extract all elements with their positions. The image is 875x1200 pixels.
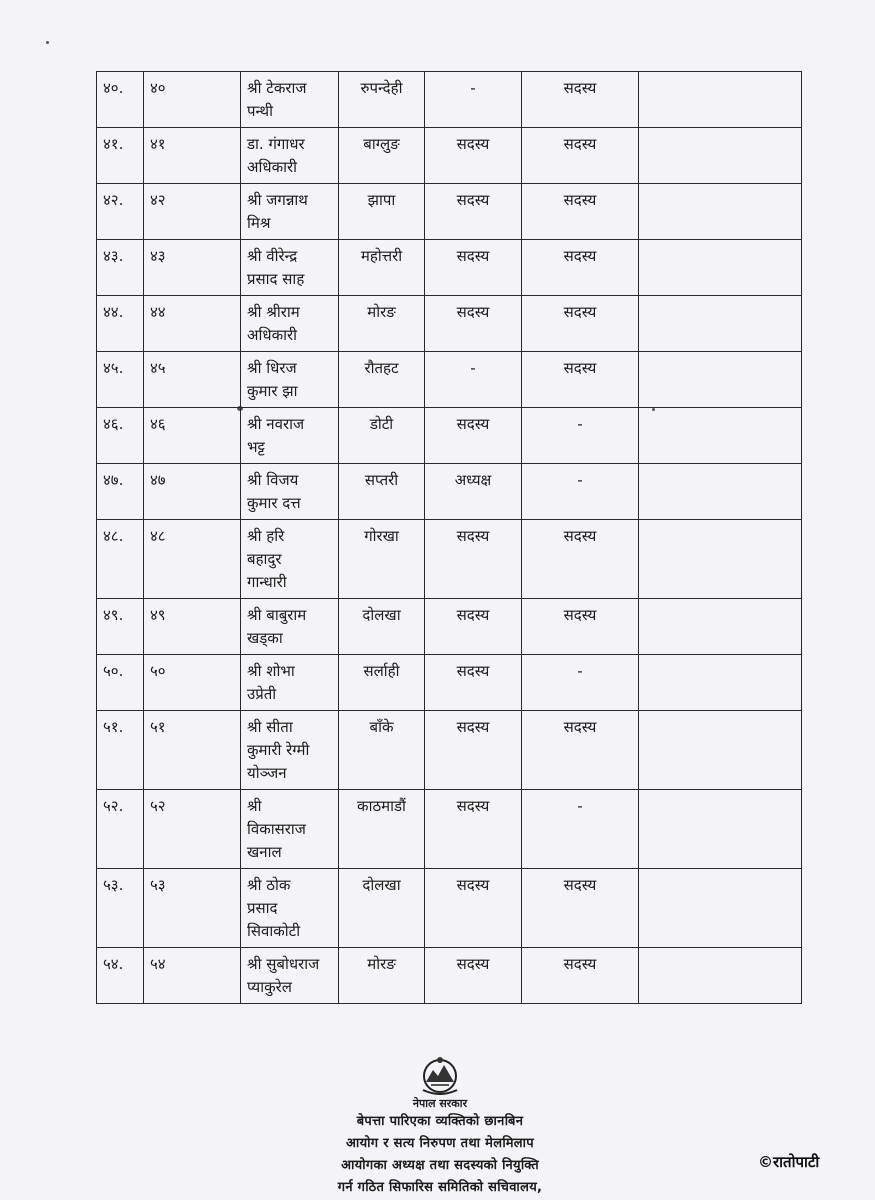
name-line: मिश्र — [247, 214, 271, 232]
district-cell: काठमाडौं — [339, 790, 425, 869]
role-cell: सदस्य — [522, 184, 639, 240]
remarks-cell — [639, 128, 802, 184]
serial-cell: ४८. — [97, 520, 144, 599]
role-cell: - — [522, 655, 639, 711]
office-line: बेपत्ता पारिएका व्यक्तिको छानबिन — [356, 1114, 524, 1129]
name-line: श्री हरि — [247, 527, 285, 545]
role-cell: सदस्य — [522, 240, 639, 296]
remarks-cell — [639, 869, 802, 948]
remarks-cell — [639, 790, 802, 869]
role-cell: - — [522, 408, 639, 464]
number-cell: ५० — [144, 655, 241, 711]
role-cell: सदस्य — [522, 352, 639, 408]
name-cell — [241, 296, 339, 352]
name-line: श्री जगन्नाथ — [247, 191, 308, 209]
remarks-cell — [639, 296, 802, 352]
role-cell: सदस्य — [425, 948, 522, 1004]
role-cell: सदस्य — [425, 599, 522, 655]
role-cell: - — [425, 352, 522, 408]
name-cell — [241, 352, 339, 408]
name-line: डा. गंगाधर — [247, 135, 305, 153]
name-line: श्री विजय — [247, 471, 299, 489]
serial-cell: ४९. — [97, 599, 144, 655]
number-cell: ५२ — [144, 790, 241, 869]
serial-cell: ४१. — [97, 128, 144, 184]
name-cell — [241, 948, 339, 1004]
serial-cell: ४२. — [97, 184, 144, 240]
name-cell — [241, 790, 339, 869]
table-row — [97, 296, 802, 352]
number-cell: ५३ — [144, 869, 241, 948]
role-cell: सदस्य — [522, 72, 639, 128]
serial-cell: ४४. — [97, 296, 144, 352]
name-line: श्री सीता — [247, 718, 293, 736]
district-cell: मोरङ — [339, 296, 425, 352]
number-cell: ४६ — [144, 408, 241, 464]
name-line: श्री बाबुराम — [247, 606, 307, 624]
name-line: प्याकुरेल — [247, 978, 292, 996]
office-name — [300, 1111, 580, 1199]
name-line: प्रसाद साह — [247, 270, 305, 288]
name-line: श्री सुबोधराज — [247, 955, 320, 973]
district-cell: डोटी — [339, 408, 425, 464]
name-line: अधिकारी — [247, 158, 297, 176]
name-line: श्री ठोक — [247, 876, 291, 894]
name-line: भट्ट — [247, 438, 265, 456]
name-line: श्री शोभा — [247, 662, 295, 680]
role-cell: सदस्य — [522, 869, 639, 948]
district-cell: दोलखा — [339, 599, 425, 655]
table-row — [97, 240, 802, 296]
district-cell: बाँके — [339, 711, 425, 790]
name-line: कुमारी रेग्मी — [247, 741, 310, 759]
serial-cell: ५०. — [97, 655, 144, 711]
role-cell: सदस्य — [425, 655, 522, 711]
nepal-emblem-icon — [417, 1052, 463, 1096]
role-cell: सदस्य — [425, 520, 522, 599]
name-cell — [241, 869, 339, 948]
role-cell: सदस्य — [522, 296, 639, 352]
number-cell: ४० — [144, 72, 241, 128]
serial-cell: ५१. — [97, 711, 144, 790]
name-line: कुमार झा — [247, 382, 298, 400]
name-line: श्री — [247, 797, 262, 815]
table-row — [97, 128, 802, 184]
number-cell: ५१ — [144, 711, 241, 790]
name-cell — [241, 464, 339, 520]
number-cell: ४४ — [144, 296, 241, 352]
number-cell: ४१ — [144, 128, 241, 184]
remarks-cell — [639, 655, 802, 711]
name-line: श्री धिरज — [247, 359, 297, 377]
name-cell — [241, 72, 339, 128]
name-line: खनाल — [247, 843, 282, 861]
name-cell — [241, 184, 339, 240]
table-row — [97, 520, 802, 599]
table-row — [97, 184, 802, 240]
number-cell: ४८ — [144, 520, 241, 599]
office-seal-block — [300, 1052, 580, 1199]
remarks-cell — [639, 408, 802, 464]
name-cell — [241, 599, 339, 655]
members-table — [96, 71, 802, 1004]
name-line: श्री नवराज — [247, 415, 305, 433]
number-cell: ४९ — [144, 599, 241, 655]
remarks-cell — [639, 184, 802, 240]
name-line: अधिकारी — [247, 326, 297, 344]
role-cell: सदस्य — [425, 184, 522, 240]
serial-cell: ४५. — [97, 352, 144, 408]
district-cell: मोरङ — [339, 948, 425, 1004]
district-cell: महोत्तरी — [339, 240, 425, 296]
role-cell: - — [522, 790, 639, 869]
district-cell: गोरखा — [339, 520, 425, 599]
name-cell — [241, 128, 339, 184]
role-cell: सदस्य — [425, 128, 522, 184]
table-row — [97, 464, 802, 520]
serial-cell: ४७. — [97, 464, 144, 520]
district-cell: सप्तरी — [339, 464, 425, 520]
number-cell: ४७ — [144, 464, 241, 520]
table-row — [97, 948, 802, 1004]
remarks-cell — [639, 352, 802, 408]
office-line: आयोग र सत्य निरुपण तथा मेलमिलाप — [346, 1136, 534, 1151]
number-cell: ४३ — [144, 240, 241, 296]
role-cell: अध्यक्ष — [425, 464, 522, 520]
name-cell — [241, 711, 339, 790]
remarks-cell — [639, 520, 802, 599]
serial-cell: ४६. — [97, 408, 144, 464]
name-line: कुमार दत्त — [247, 494, 301, 512]
office-line: गर्न गठित सिफारिस समितिको सचिवालय, — [337, 1180, 543, 1195]
district-cell: सर्लाही — [339, 655, 425, 711]
table-row — [97, 711, 802, 790]
name-cell — [241, 240, 339, 296]
district-cell: झापा — [339, 184, 425, 240]
remarks-cell — [639, 711, 802, 790]
name-cell — [241, 408, 339, 464]
serial-cell: ५२. — [97, 790, 144, 869]
role-cell: सदस्य — [425, 240, 522, 296]
name-cell — [241, 655, 339, 711]
district-cell: रौतहट — [339, 352, 425, 408]
remarks-cell — [639, 948, 802, 1004]
district-cell: रुपन्देही — [339, 72, 425, 128]
serial-cell: ५४. — [97, 948, 144, 1004]
remarks-cell — [639, 72, 802, 128]
table-body — [97, 72, 802, 1004]
role-cell: सदस्य — [425, 790, 522, 869]
role-cell: सदस्य — [425, 711, 522, 790]
serial-cell: ४०. — [97, 72, 144, 128]
remarks-cell — [639, 599, 802, 655]
name-line: योञ्जन — [247, 764, 287, 782]
district-cell: दोलखा — [339, 869, 425, 948]
name-line: बहादुर — [247, 550, 282, 568]
number-cell: ५४ — [144, 948, 241, 1004]
name-line: सिवाकोटी — [247, 922, 301, 940]
role-cell: - — [425, 72, 522, 128]
role-cell: सदस्य — [522, 599, 639, 655]
table-row — [97, 408, 802, 464]
name-line: उप्रेती — [247, 685, 277, 703]
name-line: खड्का — [247, 629, 283, 647]
table-row — [97, 655, 802, 711]
role-cell: सदस्य — [522, 711, 639, 790]
role-cell: सदस्य — [522, 520, 639, 599]
role-cell: सदस्य — [522, 128, 639, 184]
table-row — [97, 869, 802, 948]
name-line: गान्धारी — [247, 573, 287, 591]
remarks-cell — [639, 464, 802, 520]
ratopati-watermark: ©रातोपाटी — [758, 1153, 820, 1171]
name-line: प्रसाद — [247, 899, 278, 917]
serial-cell: ५३. — [97, 869, 144, 948]
table-row — [97, 352, 802, 408]
table-row — [97, 72, 802, 128]
role-cell: सदस्य — [425, 869, 522, 948]
name-line: श्री टेकराज — [247, 79, 307, 97]
table-row — [97, 790, 802, 869]
role-cell: सदस्य — [425, 408, 522, 464]
table-row — [97, 599, 802, 655]
role-cell: - — [522, 464, 639, 520]
remarks-cell — [639, 240, 802, 296]
role-cell: सदस्य — [522, 948, 639, 1004]
office-line: आयोगका अध्यक्ष तथा सदस्यको नियुक्ति — [341, 1158, 539, 1173]
name-line: पन्थी — [247, 102, 273, 120]
name-line: विकासराज — [247, 820, 306, 838]
number-cell: ४२ — [144, 184, 241, 240]
district-cell: बाग्लुङ — [339, 128, 425, 184]
number-cell: ४५ — [144, 352, 241, 408]
name-cell — [241, 520, 339, 599]
serial-cell: ४३. — [97, 240, 144, 296]
role-cell: सदस्य — [425, 296, 522, 352]
name-line: श्री श्रीराम — [247, 303, 300, 321]
government-label: नेपाल सरकार — [412, 1097, 468, 1110]
name-line: श्री वीरेन्द्र — [247, 247, 298, 265]
